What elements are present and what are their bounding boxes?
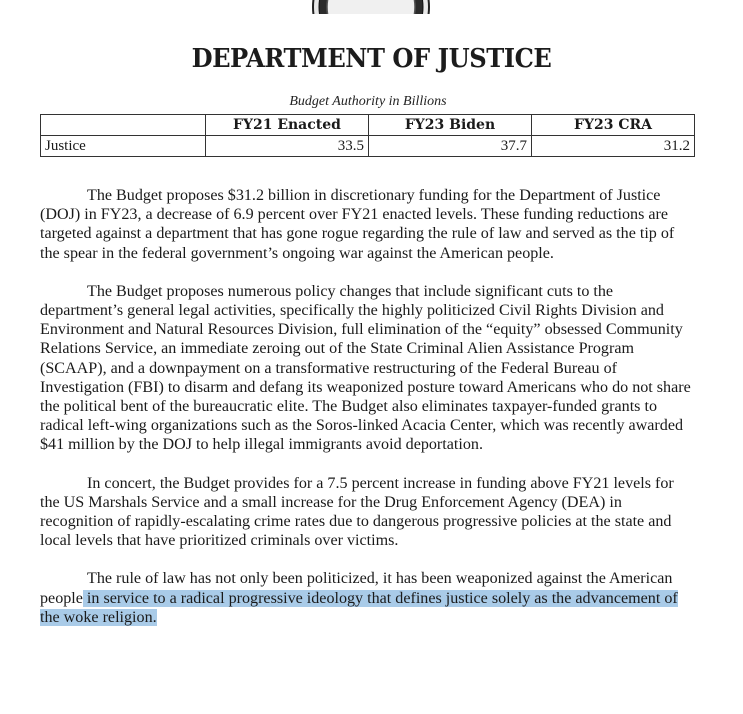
paragraph-rule-of-law-plain: The rule of law has not only been politicized, it has been weaponized against the American people	[40, 570, 673, 607]
paragraph-increases: In concert, the Budget provides for a 7.5 percent increase in funding above FY21 levels for the US Marshals Service and a small increase for the Drug Enforcement Agency (DEA) in recognition of rapidly-escalating crime rates due to dangerous progressive policies at the state and local levels that have prioritized criminals over victims.	[40, 474, 674, 550]
page-title: DEPARTMENT OF JUSTICE	[191, 44, 552, 74]
paragraph-funding-overview: The Budget proposes $31.2 billion in discretionary funding for the Department of Justice (DOJ) in FY23, a decrease of 6.9 percent over FY21 enacted levels. These funding reductions are targeted against a department that has gone rogue regarding the rule of law and served as the tip of the spear in the federal government’s ongoing war against the American people.	[40, 187, 675, 262]
document-body	[40, 186, 696, 646]
table-row	[41, 136, 695, 157]
table-caption: Budget Authority in Billions	[289, 94, 447, 109]
cell-fy21-enacted: 33.5	[206, 136, 369, 157]
department-seal	[302, 0, 440, 14]
cell-fy23-biden: 37.7	[369, 136, 532, 157]
paragraph-policy-changes: The Budget proposes numerous policy changes that include significant cuts to the department’s general legal activities, specifically the highly politicized Civil Rights Division and Environment and Natural Resources Division, full elimination of the “equity” obsessed Community Relations Service, an immediate zeroing out of the State Criminal Alien Assistance Program (SCAAP), and a downpayment on a transformative restructuring of the Federal Bureau of Investigation (FBI) to disarm and defang its weaponized posture toward Americans who do not share the political bent of the bureaucratic elite. The Budget also eliminates taxpayer-funded grants to radical left-wing organizations such as the Soros-linked Acacia Center, which was recently awarded $41 million by the DOJ to help illegal immigrants avoid deportation.	[40, 282, 691, 454]
table-header-row	[41, 115, 695, 136]
paragraph-rule-of-law	[40, 569, 696, 627]
column-header-fy23-cra: FY23 CRA	[532, 115, 695, 136]
highlighted-text-selection[interactable]: in service to a radical progressive ideology that defines justice solely as the advancement of the woke religion.	[40, 589, 678, 626]
row-label-justice: Justice	[41, 136, 206, 157]
column-header-fy23-biden: FY23 Biden	[369, 115, 532, 136]
cell-fy23-cra: 31.2	[532, 136, 695, 157]
column-header-fy21-enacted: FY21 Enacted	[206, 115, 369, 136]
column-header-blank	[41, 115, 206, 136]
budget-table	[40, 114, 695, 157]
